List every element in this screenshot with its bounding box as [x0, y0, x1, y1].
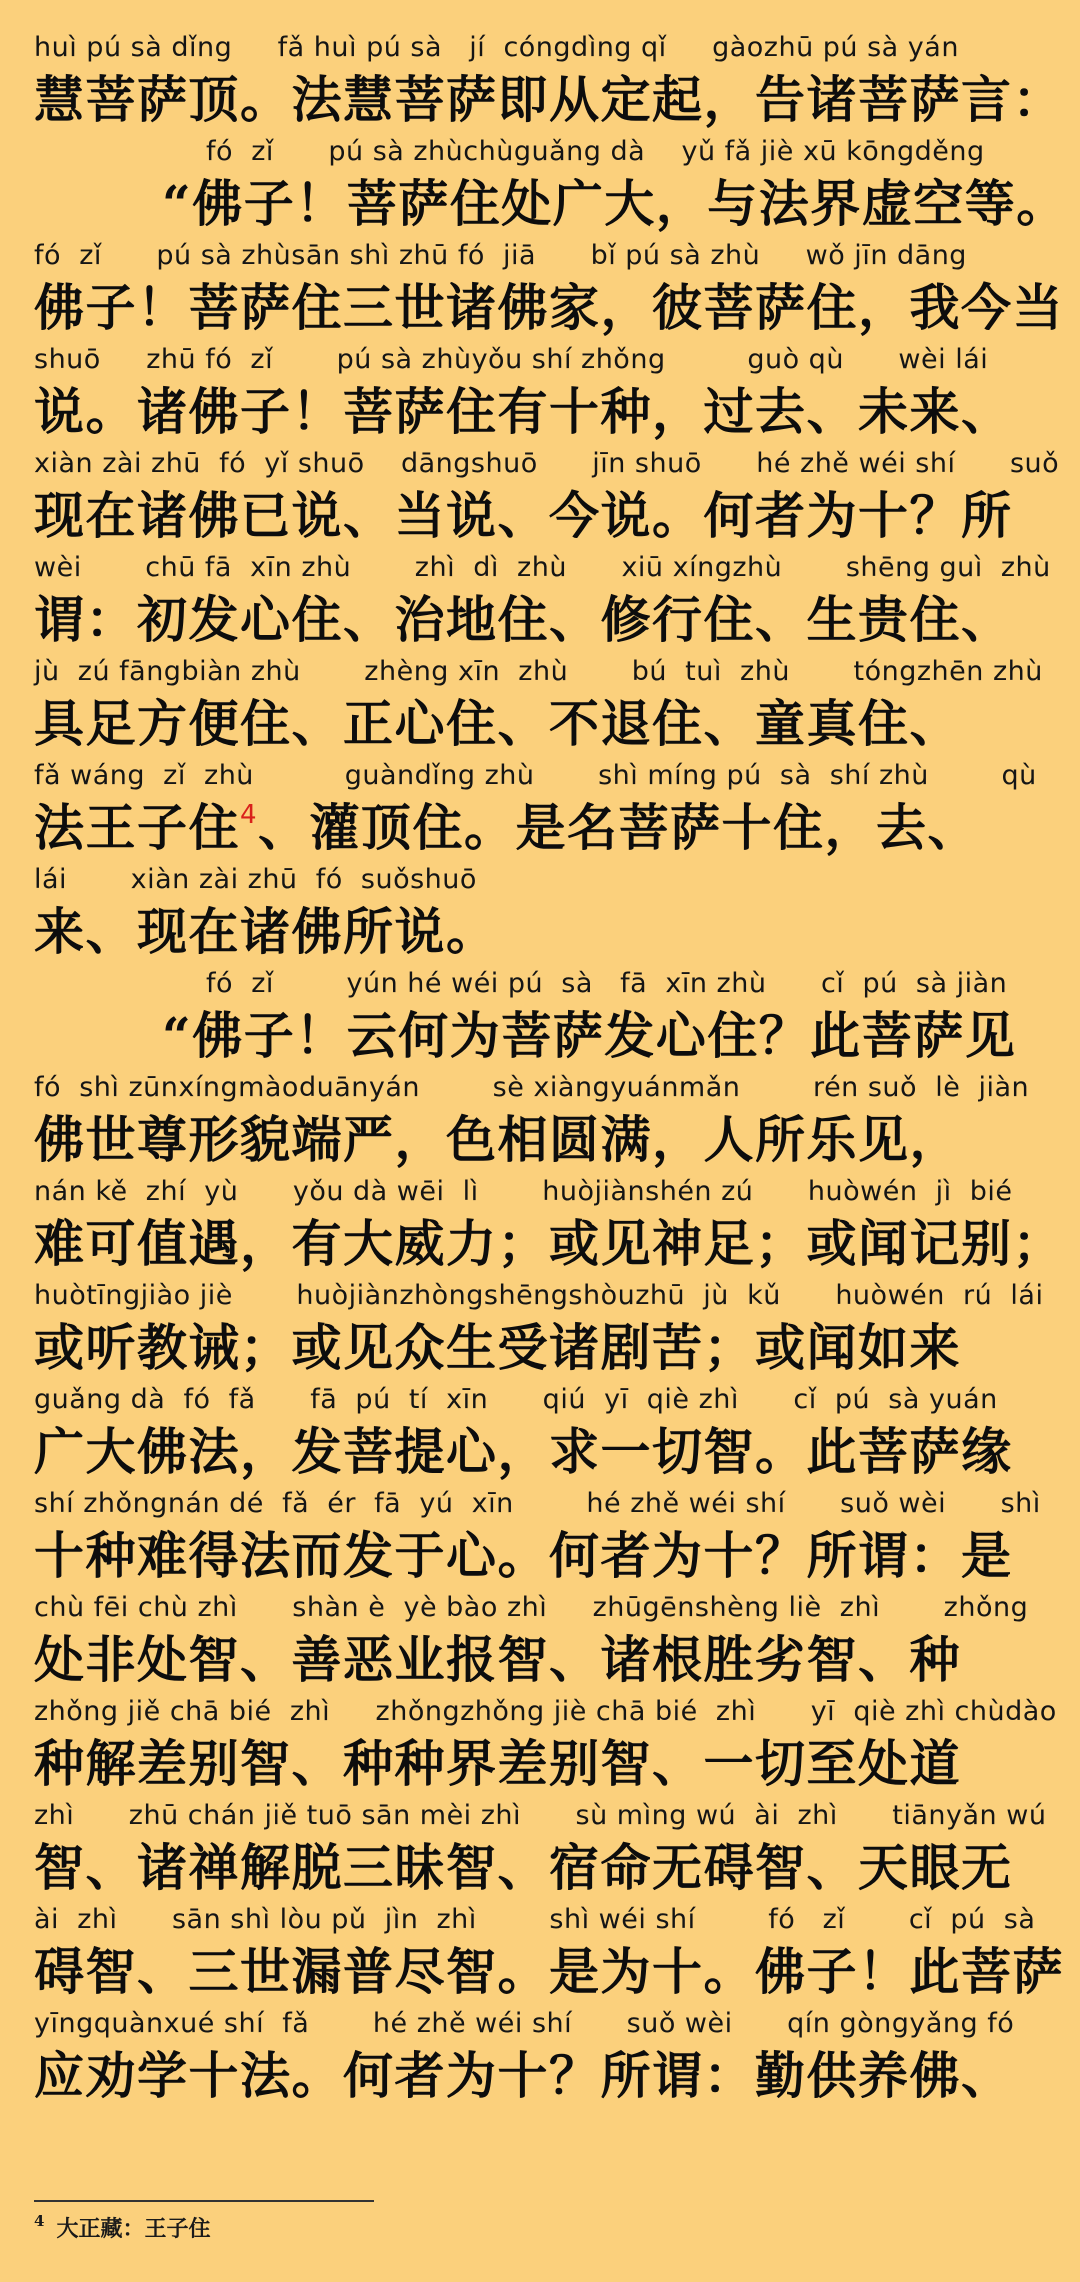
text-line	[0, 236, 1080, 340]
hanzi-row: 说。诸佛子！菩萨住有十种，过去、未来、	[34, 382, 1013, 441]
pinyin-row: fǎ wáng zǐ zhù guàndǐng zhù shì míng pú sà shí zhù qù	[34, 760, 1037, 791]
text-line	[0, 1900, 1080, 2004]
hanzi-row: 慧菩萨顶。法慧菩萨即从定起，告诸菩萨言：	[34, 70, 1064, 129]
text-line	[0, 1068, 1080, 1172]
hanzi-row: 现在诸佛已说、当说、今说。何者为十？所	[34, 486, 1013, 545]
footnote-divider	[34, 2200, 374, 2202]
pinyin-row: nán kě zhí yù yǒu dà wēi lì huòjiànshén zú huòwén jì bié	[34, 1176, 1013, 1207]
text-line	[0, 964, 1080, 1068]
text-line	[0, 756, 1080, 860]
hanzi-row: 应劝学十法。何者为十？所谓：勤供养佛、	[34, 2046, 1013, 2105]
pinyin-row: fó zǐ pú sà zhùsān shì zhū fó jiā bǐ pú sà zhù wǒ jīn dāng	[34, 240, 967, 271]
text-line	[0, 2004, 1080, 2108]
hanzi-row: 佛世尊形貌端严，色相圆满，人所乐见，	[34, 1110, 961, 1169]
hanzi-segment: 、灌顶住。是名菩萨十住，去、	[258, 798, 980, 857]
pinyin-row: ài zhì sān shì lòu pǔ jìn zhì shì wéi shí fó zǐ cǐ pú sà	[34, 1904, 1036, 1935]
hanzi-row: 谓：初发心住、治地住、修行住、生贵住、	[34, 590, 1013, 649]
hanzi-row: 碍智、三世漏普尽智。是为十。佛子！此菩萨	[34, 1942, 1064, 2001]
text-line	[0, 652, 1080, 756]
hanzi-row: 具足方便住、正心住、不退住、童真住、	[34, 694, 961, 753]
pinyin-row: guǎng dà fó fǎ fā pú tí xīn qiú yī qiè zhì cǐ pú sà yuán	[34, 1384, 998, 1415]
pinyin-row: huì pú sà dǐng fǎ huì pú sà jí cóngdìng qǐ gàozhū pú sà yán	[34, 32, 959, 63]
hanzi-row	[34, 796, 1066, 860]
text-line	[0, 1172, 1080, 1276]
text-line	[0, 1276, 1080, 1380]
hanzi-row: 或听教诫；或见众生受诸剧苦；或闻如来	[34, 1318, 961, 1377]
text-line	[0, 28, 1080, 132]
text-line	[0, 132, 1080, 236]
pinyin-row: jù zú fāngbiàn zhù zhèng xīn zhù bú tuì zhù tóngzhēn zhù	[34, 656, 1043, 687]
text-line	[0, 860, 1080, 964]
text-line	[0, 1588, 1080, 1692]
footnote	[34, 2212, 210, 2246]
hanzi-row: “佛子！菩萨住处广大，与法界虚空等。	[162, 174, 1068, 233]
hanzi-row: 佛子！菩萨住三世诸佛家，彼菩萨住，我今当	[34, 278, 1064, 337]
hanzi-row: 十种难得法而发于心。何者为十？所谓：是	[34, 1526, 1013, 1585]
hanzi-row: 广大佛法，发菩提心，求一切智。此菩萨缘	[34, 1422, 1013, 1481]
hanzi-row: 智、诸禅解脱三昧智、宿命无碍智、天眼无	[34, 1838, 1013, 1897]
hanzi-row: 难可值遇，有大威力；或见神足；或闻记别；	[34, 1214, 1064, 1273]
text-line	[0, 548, 1080, 652]
hanzi-row: 种解差别智、种种界差别智、一切至处道	[34, 1734, 961, 1793]
hanzi-row: 来、现在诸佛所说。	[34, 902, 498, 961]
hanzi-segment: 法王子住	[34, 798, 240, 857]
text-line	[0, 1484, 1080, 1588]
pinyin-row: shí zhǒngnán dé fǎ ér fā yú xīn hé zhě wéi shí suǒ wèi shì	[34, 1488, 1041, 1519]
footnote-text: 大正藏：王子住	[56, 2216, 211, 2242]
pinyin-row: lái xiàn zài zhū fó suǒshuō	[34, 864, 477, 895]
pinyin-row: chù fēi chù zhì shàn è yè bào zhì zhūgēnshèng liè zhì zhǒng	[34, 1592, 1029, 1623]
hanzi-row: “佛子！云何为菩萨发心住？此菩萨见	[162, 1006, 1017, 1065]
pinyin-row: zhǒng jiě chā bié zhì zhǒngzhǒng jiè chā bié zhì yī qiè zhì chùdào	[34, 1696, 1057, 1727]
pinyin-row: shuō zhū fó zǐ pú sà zhùyǒu shí zhǒng guò qù wèi lái	[34, 344, 989, 375]
pinyin-row: fó zǐ pú sà zhùchùguǎng dà yǔ fǎ jiè xū kōngděng	[206, 136, 985, 167]
pinyin-row: yīngquànxué shí fǎ hé zhě wéi shí suǒ wèi qín gòngyǎng fó	[34, 2008, 1015, 2039]
pinyin-row: fó shì zūnxíngmàoduānyán sè xiàngyuánmǎn rén suǒ lè jiàn	[34, 1072, 1030, 1103]
footnote-number: 4	[34, 2212, 45, 2230]
pinyin-row: wèi chū fā xīn zhù zhì dì zhù xiū xíngzhù shēng guì zhù	[34, 552, 1051, 583]
pinyin-row: zhì zhū chán jiě tuō sān mèi zhì sù mìng wú ài zhì tiānyǎn wú	[34, 1800, 1047, 1831]
pinyin-row: fó zǐ yún hé wéi pú sà fā xīn zhù cǐ pú sà jiàn	[206, 968, 1008, 999]
pinyin-row: huòtīngjiào jiè huòjiànzhòngshēngshòuzhū jù kǔ huòwén rú lái	[34, 1280, 1044, 1311]
hanzi-row: 处非处智、善恶业报智、诸根胜劣智、种	[34, 1630, 961, 1689]
text-line	[0, 340, 1080, 444]
text-line	[0, 444, 1080, 548]
text-line	[0, 1796, 1080, 1900]
text-line	[0, 1692, 1080, 1796]
footnote-reference[interactable]: 4	[240, 800, 259, 830]
pinyin-row: xiàn zài zhū fó yǐ shuō dāngshuō jīn shuō hé zhě wéi shí suǒ	[34, 448, 1060, 479]
text-line	[0, 1380, 1080, 1484]
